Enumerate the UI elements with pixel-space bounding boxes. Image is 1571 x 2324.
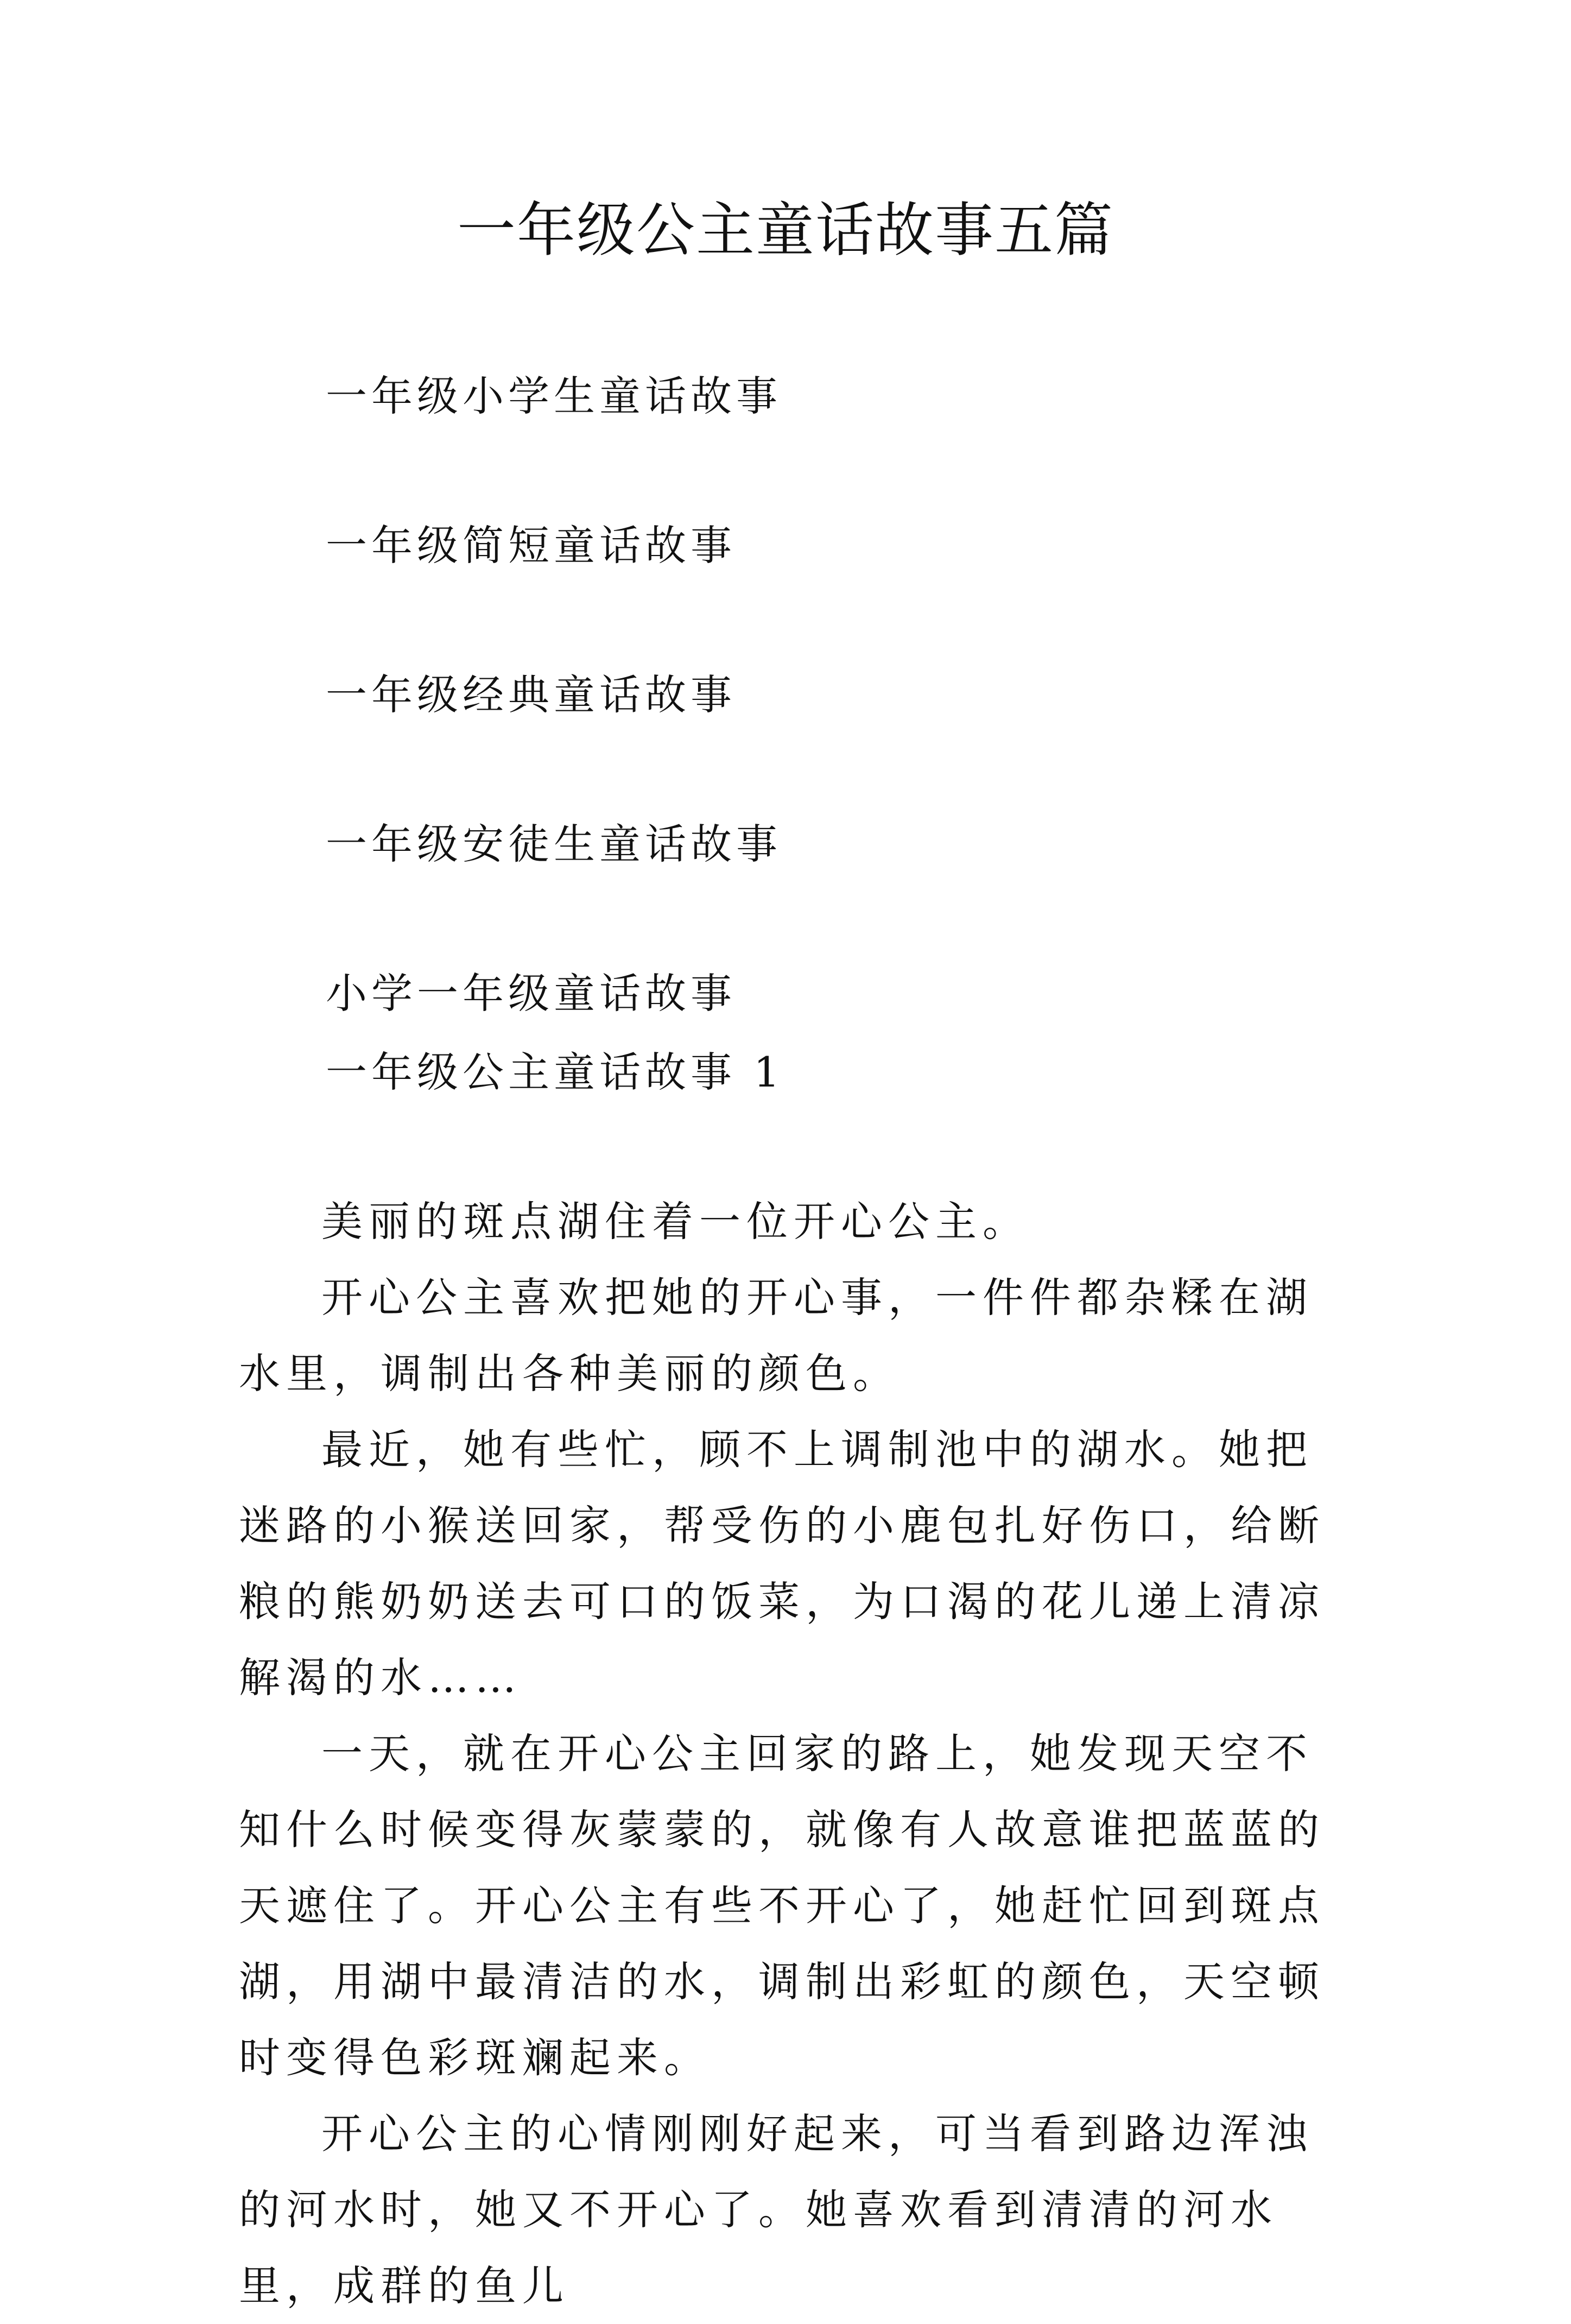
paragraph: 开心公主喜欢把她的开心事，一件件都杂糅在湖水里，调制出各种美丽的颜色。 bbox=[239, 1273, 1313, 1398]
section-heading: 一年级公主童话故事 1 bbox=[326, 1048, 784, 1096]
toc-item-2: 一年级简短童话故事 bbox=[326, 521, 736, 570]
paragraph: 最近，她有些忙，顾不上调制池中的湖水。她把迷路的小猴送回家，帮受伤的小鹿包扎好伤口，给断粮的熊奶奶送去可口的饭菜，为口渴的花儿递上清凉解渴的水…… bbox=[239, 1425, 1325, 1702]
toc-item-4: 一年级安徒生童话故事 bbox=[326, 820, 782, 868]
toc-item-1: 一年级小学生童话故事 bbox=[326, 372, 782, 420]
story-body bbox=[239, 1184, 1338, 2324]
paragraph: 开心公主的心情刚刚好起来，可当看到路边浑浊的河水时，她又不开心了。她喜欢看到清清的河水里，成群的鱼儿 bbox=[239, 2110, 1313, 2310]
document-title: 一年级公主童话故事五篇 bbox=[457, 197, 1114, 264]
toc-item-3: 一年级经典童话故事 bbox=[326, 671, 736, 719]
paragraph: 一天，就在开心公主回家的路上，她发现天空不知什么时候变得灰蒙蒙的，就像有人故意谁把蓝蓝的天遮住了。开心公主有些不开心了，她赶忙回到斑点湖，用湖中最清洁的水，调制出彩虹的颜色，天空顿时变得色彩斑斓起来。 bbox=[239, 1729, 1325, 2082]
paragraph: 美丽的斑点湖住着一位开心公主。 bbox=[321, 1197, 1030, 1246]
toc-item-5: 小学一年级童话故事 bbox=[326, 969, 736, 1018]
